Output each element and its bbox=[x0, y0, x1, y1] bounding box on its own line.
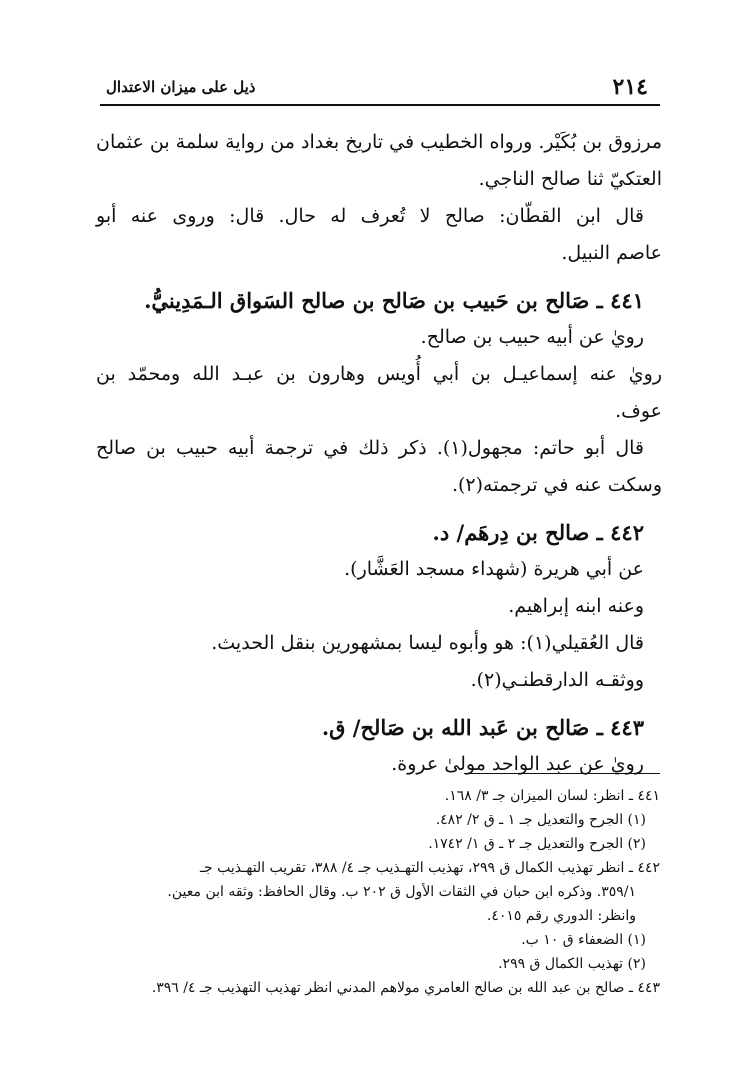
page-header bbox=[100, 72, 660, 106]
page-number: ٢١٤ bbox=[612, 74, 648, 100]
footnotes bbox=[100, 784, 660, 1000]
header-rule bbox=[100, 104, 660, 106]
text-line: رويٰ عن أبيه حبيب بن صالح. bbox=[420, 326, 644, 348]
text-line: العتكيّ ثنا صالح الناجي. bbox=[478, 168, 662, 190]
entry-heading-443: ٤٤٣ ـ صَالح بن عَبد الله بن صَالح/ ق. bbox=[321, 715, 644, 740]
footnote-line: (٢) الجرح والتعديل جـ ٢ ـ ق ١/ ١٧٤٢. bbox=[428, 836, 646, 852]
text-line: عوف. bbox=[615, 400, 662, 422]
text-line: رويٰ عن عبد الواحد مولىٰ عروة. bbox=[391, 753, 644, 775]
footnote-line: (١) الضعفاء ق ١٠ ب. bbox=[521, 932, 646, 948]
text-line: وعنه ابنه إبراهيم. bbox=[508, 595, 644, 617]
text-line: قال العُقيلي(١): هو وأبوه ليسا بمشهورين بنقل الحديث. bbox=[211, 632, 644, 654]
footnote-line: ٤٤١ ـ انظر: لسان الميزان جـ ٣/ ١٦٨. bbox=[444, 788, 660, 804]
footnote-line: ٤٤٢ ـ انظر تهذيب الكمال ق ٢٩٩، تهذيب التهـذيب جـ ٤/ ٣٨٨، تقريب التهـذيب جـ bbox=[199, 860, 660, 876]
running-title: ذيل على ميزان الاعتدال bbox=[106, 78, 256, 96]
footnote-line: (١) الجرح والتعديل جـ ١ ـ ق ٢/ ٤٨٢. bbox=[435, 812, 646, 828]
entry-heading-441: ٤٤١ ـ صَالح بن حَبيب بن صَالح بن صالح السَواق الـمَدِينيُّ. bbox=[144, 288, 644, 313]
text-line: رويٰ عنه إسماعيـل بن أبي أُويس وهارون بن عبـد الله ومحمّد بن bbox=[96, 363, 662, 385]
text-line: وسكت عنه في ترجمته(٢). bbox=[451, 474, 662, 496]
text-line: عن أبي هريرة (شهداء مسجد العَشَّار). bbox=[344, 558, 644, 580]
footnote-line: وانظر: الدوري رقم ٤٠١٥. bbox=[486, 908, 636, 924]
footnote-line: ٤٤٣ ـ صالح بن عبد الله بن صالح العامري مولاهم المدني انظر تهذيب التهذيب جـ ٤/ ٣٩٦. bbox=[151, 980, 660, 996]
footnote-line: (٢) تهذيب الكمال ق ٢٩٩. bbox=[498, 956, 646, 972]
entry-heading-442: ٤٤٢ ـ صالح بن دِرهَم/ د. bbox=[432, 520, 644, 545]
footnote-separator bbox=[464, 773, 660, 774]
text-line: ووثقـه الدارقطنـي(٢). bbox=[470, 669, 644, 691]
footnote-line: ٣٥٩/١. وذكره ابن حبان في الثقات الأول ق ٢٠٢ ب. وقال الحافظ: وثقه ابن معين. bbox=[167, 884, 636, 900]
main-text bbox=[96, 124, 662, 783]
text-line: مرزوق بن بُكَيْر. ورواه الخطيب في تاريخ بغداد من رواية سلمة بن عثمان bbox=[96, 131, 662, 153]
text-line: قال أبو حاتم: مجهول(١). ذكر ذلك في ترجمة أبيه حبيب بن صالح bbox=[96, 437, 644, 459]
text-line: قال ابن القطّان: صالح لا تُعرف له حال. قال: وروى عنه أبو bbox=[96, 205, 644, 227]
text-line: عاصم النبيل. bbox=[561, 242, 662, 264]
